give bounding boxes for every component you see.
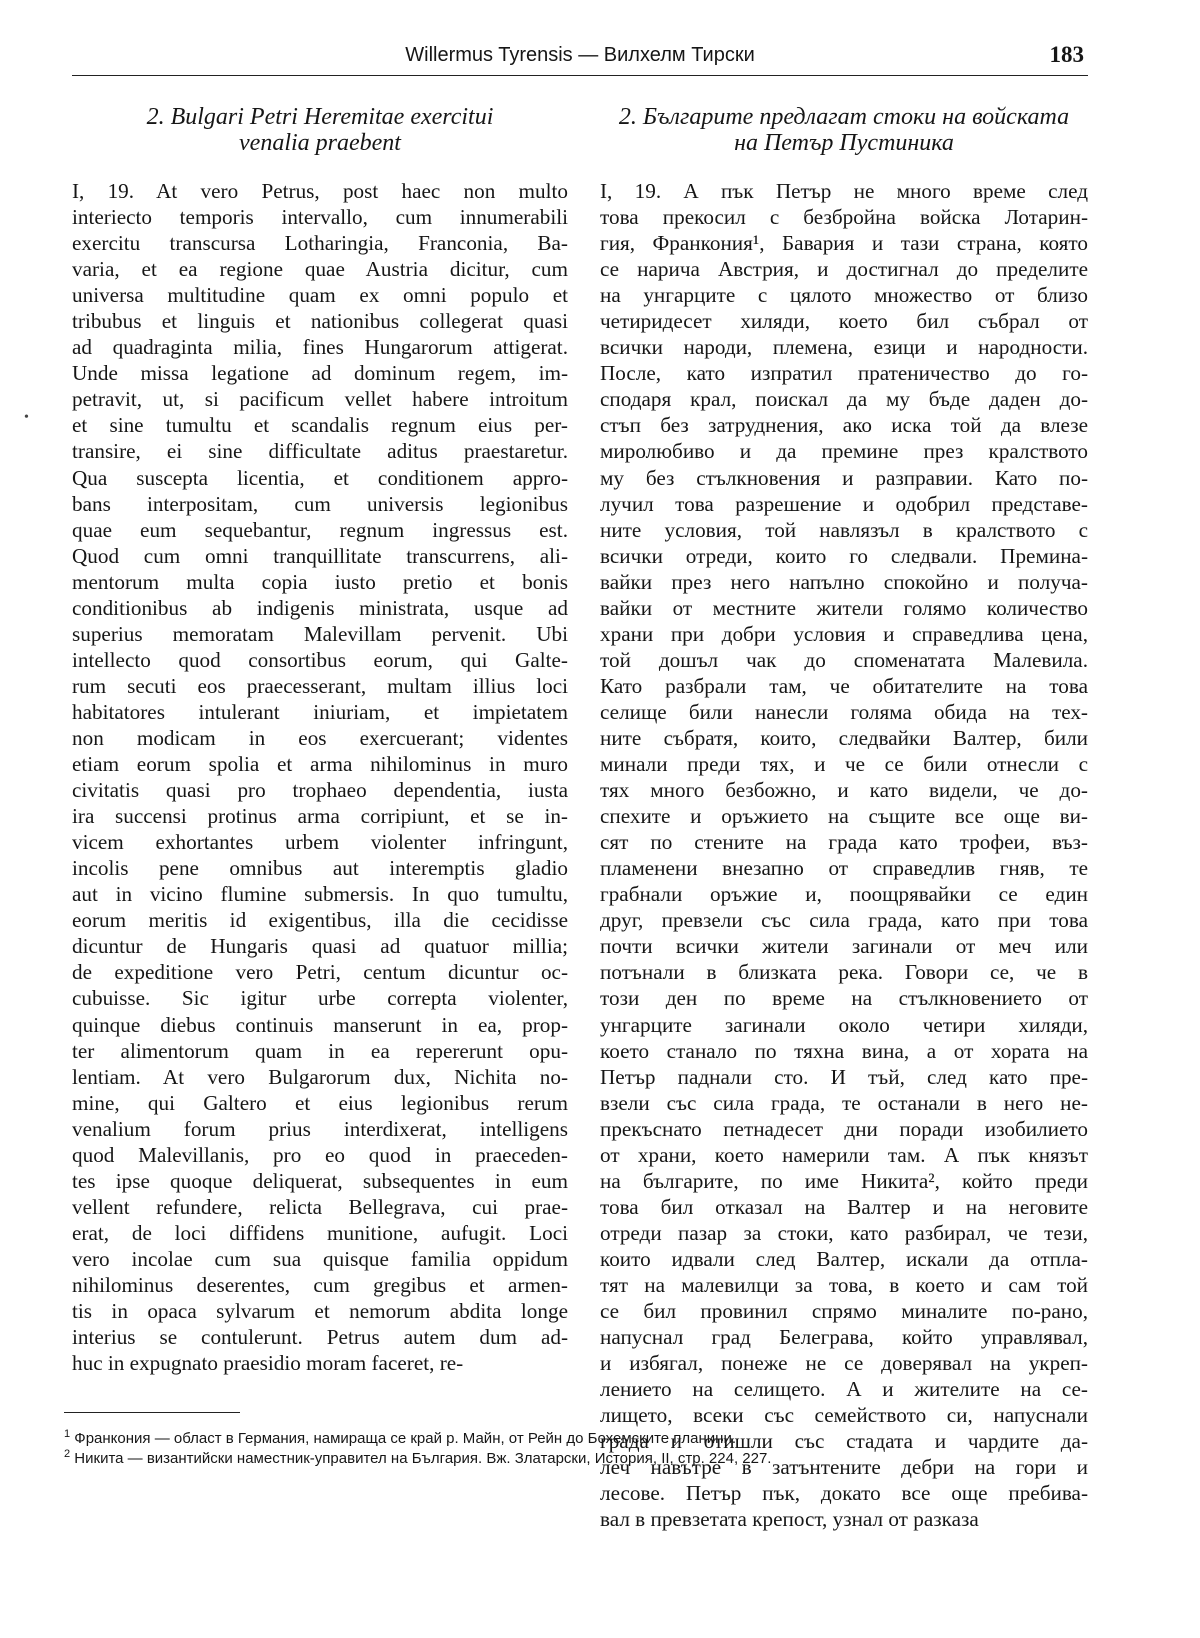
bulgarian-text-line: от храни, което намерили там. А пък князът: [600, 1142, 1088, 1167]
footnote-2-mark: 2: [64, 1448, 71, 1460]
latin-text-line: intellecto quod consortibus eorum, qui Galte-: [72, 647, 568, 672]
latin-text-line: vicem exhortantes urbem violenter infringunt,: [72, 830, 568, 855]
footnotes: [64, 1424, 1096, 1467]
bulgarian-title-line-1: 2. Българите предлагат стоки на войската: [618, 104, 1070, 130]
bulgarian-text-line: се бил провинил спрямо миналите по-рано,: [600, 1299, 1088, 1324]
bulgarian-title-line-2: на Петър Пустиника: [734, 130, 954, 156]
latin-text-line: bans interpositam, cum universis legionibus: [72, 491, 568, 516]
latin-text-line: tes ipse quoque deliquerat, subsequentes in eum: [72, 1168, 568, 1193]
bulgarian-text-line: лението на селището. А и жителите на се-: [600, 1377, 1088, 1402]
bulgarian-text-line: почти всички жители загинали от меч или: [600, 934, 1088, 959]
bulgarian-section-title: [600, 104, 1088, 156]
latin-text-line: Quod cum omni tranquillitate transcurrens, ali-: [72, 543, 568, 568]
latin-text-line: universa multitudine quam ex omni populo et: [72, 283, 568, 308]
bulgarian-body-text: [600, 178, 1088, 1532]
bulgarian-text-line: този ден по време на стълкновението от: [600, 986, 1088, 1011]
bulgarian-text-line: минали преди тях, и че се били отнесли с: [600, 752, 1088, 777]
bulgarian-text-line: сподаря крал, поискал да му бъде даден до-: [600, 387, 1088, 412]
bulgarian-text-line: лището, всеки със семейството си, напуснали: [600, 1403, 1088, 1428]
bulgarian-text-line: миролюбиво и да премине през кралството: [600, 439, 1088, 464]
latin-body-text: [72, 178, 568, 1376]
latin-text-line: ter alimentorum quam in ea repererunt opu-: [72, 1038, 568, 1063]
latin-text-line: tis in opaca sylvarum et nemorum abdita longe: [72, 1299, 568, 1324]
footnote-1-mark: 1: [64, 1428, 71, 1440]
bulgarian-text-line: тят на малевилци за това, в което и сам той: [600, 1272, 1088, 1297]
bulgarian-text-line: вал в превзетата крепост, узнал от разказа: [600, 1507, 979, 1532]
footnote-2: [64, 1444, 1096, 1467]
bulgarian-text-line: това бил отказал на Валтер и на неговите: [600, 1194, 1088, 1219]
bulgarian-text-line: които идвали след Валтер, искали да отпла-: [600, 1246, 1088, 1271]
latin-text-line: vero incolae cum sua quisque familia oppidum: [72, 1246, 568, 1271]
bulgarian-text-line: I, 19. А пък Петър не много време след: [600, 179, 1088, 203]
bulgarian-text-line: После, като изпратил пратеничество до го-: [600, 361, 1088, 386]
bulgarian-text-line: пламенени внезапно от справедлив гняв, те: [600, 856, 1088, 881]
latin-text-line: petravit, ut, si pacificum vellet habere introitum: [72, 387, 568, 412]
bulgarian-text-line: се нарича Австрия, и достигнал до пределите: [600, 257, 1088, 282]
latin-text-line: transire, ei sine difficultate aditus praestaretur.: [72, 439, 568, 464]
bulgarian-text-line: прекъснато петнадесет дни поради изобилието: [600, 1116, 1088, 1141]
bulgarian-text-line: селище били нанесли голяма обида на тех-: [600, 699, 1088, 724]
running-head: [72, 44, 1088, 72]
latin-text-line: aut in vicino flumine submersis. In quo tumultu,: [72, 882, 568, 907]
latin-text-line: incolis pene omnibus aut interemptis gladio: [72, 856, 568, 881]
bulgarian-text-line: това прекосил с безбройна войска Лотарин-: [600, 205, 1088, 230]
latin-text-line: exercitu transcursa Lotharingia, Franconia, Ba-: [72, 231, 568, 256]
bulgarian-text-line: ните събратя, които, следвайки Валтер, били: [600, 725, 1088, 750]
bulgarian-text-line: взели със сила града, те останали в него не-: [600, 1090, 1088, 1115]
latin-text-line: mentorum multa copia iusto pretio et bonis: [72, 569, 568, 594]
bulgarian-text-line: стъп без затруднения, ако иска той да влезе: [600, 413, 1088, 438]
latin-text-line: ira succensi protinus arma corripiunt, et se in-: [72, 804, 568, 829]
latin-text-line: quae eum sequebantur, regnum ingressus est.: [72, 517, 568, 542]
latin-text-line: superius memoratam Malevillam pervenit. Ubi: [72, 621, 568, 646]
bulgarian-text-line: вайки от местните жители голямо количество: [600, 595, 1088, 620]
latin-text-line: lentiam. At vero Bulgarorum dux, Nichita no-: [72, 1064, 568, 1089]
bulgarian-text-line: спехите и оръжието на същите все още ви-: [600, 804, 1088, 829]
bulgarian-text-line: и избягал, понеже не се доверявал на укреп-: [600, 1351, 1088, 1376]
latin-text-line: dicuntur de Hungaris quasi ad quatuor millia;: [72, 934, 568, 959]
bulgarian-text-line: лучил това разрешение и одобрил представе-: [600, 491, 1088, 516]
latin-text-line: tribubus et linguis et nationibus collegerat quasi: [72, 309, 568, 334]
bulgarian-text-line: Петър паднали сто. И тъй, след като пре-: [600, 1064, 1088, 1089]
bulgarian-text-line: тях много безбожно, и като видели, че до-: [600, 778, 1088, 803]
latin-text-line: quinque diebus continuis manserunt in ea, prop-: [72, 1012, 568, 1037]
bulgarian-text-line: града и отишли със стадата и чардите да-: [600, 1429, 1088, 1454]
latin-text-line: interiecto temporis intervallo, cum innumerabili: [72, 205, 568, 230]
latin-text-line: nihilominus deserentes, cum gregibus et armen-: [72, 1272, 568, 1297]
bulgarian-text-line: унгарците загинали около четири хиляди,: [600, 1012, 1088, 1037]
bulgarian-text-line: той дошъл чак до споменатата Малевила.: [600, 647, 1088, 672]
bulgarian-text-line: Като разбрали там, че обитателите на това: [600, 673, 1088, 698]
latin-text-line: cubuisse. Sic igitur urbe correpta violenter,: [72, 986, 568, 1011]
footnote-rule: [64, 1412, 240, 1413]
bulgarian-text-line: сят по стените на града като трофеи, въз-: [600, 830, 1088, 855]
latin-text-line: Unde missa legatione ad dominum regem, im-: [72, 361, 568, 386]
latin-text-line: erat, de loci diffidens munitione, aufugit. Loci: [72, 1220, 568, 1245]
bulgarian-text-line: четиридесет хиляди, което бил събрал от: [600, 309, 1088, 334]
bulgarian-text-line: напуснал град Белеграва, който управлявал,: [600, 1325, 1088, 1350]
latin-text-line: non modicam in eos exercuerant; videntes: [72, 725, 568, 750]
latin-column: [72, 104, 568, 1376]
bulgarian-text-line: всички отреди, които го следвали. Премина-: [600, 543, 1088, 568]
bulgarian-text-line: което станало по тяхна вина, а от хората на: [600, 1038, 1088, 1063]
footnote-1: [64, 1424, 1096, 1447]
latin-text-line: etiam eorum spolia et arma nihilominus in muro: [72, 752, 568, 777]
latin-text-line: eorum meritis id exigentibus, illa die cecidisse: [72, 908, 568, 933]
footnote-1-text: Франкония — област в Германия, намираща се край р. Майн, от Рейн до Бохемските планини.: [74, 1430, 737, 1447]
bulgarian-text-line: гия, Франкония¹, Бавария и тази страна, която: [600, 231, 1088, 256]
latin-title-line-2: venalia praebent: [239, 130, 401, 156]
bulgarian-text-line: лесове. Петър пък, докато все още пребива-: [600, 1481, 1088, 1506]
latin-text-line: venalium forum prius interdixerat, intelligens: [72, 1116, 568, 1141]
bulgarian-text-line: всички народи, племена, езици и народности.: [600, 335, 1088, 360]
footnote-2-text: Никита — византийски наместник-управител на България. Вж. Златарски, История, II, стр. 224, 227.: [74, 1450, 772, 1467]
bulgarian-text-line: друг, превзели със сила града, като при това: [600, 908, 1088, 933]
latin-text-line: conditionibus ab indigenis ministrata, usque ad: [72, 595, 568, 620]
bulgarian-text-line: вайки през него напълно спокойно и получа-: [600, 569, 1088, 594]
latin-text-line: varia, et ea regione quae Austria dicitur, cum: [72, 257, 568, 282]
bulgarian-text-line: отреди пазар за стоки, като разбирал, че тези,: [600, 1220, 1088, 1245]
latin-text-line: rum secuti eos praecesserant, multam illius loci: [72, 673, 568, 698]
margin-dot: •: [24, 410, 29, 425]
bulgarian-column: [600, 104, 1088, 1532]
latin-text-line: de expeditione vero Petri, centum dicuntur oc-: [72, 960, 568, 985]
bulgarian-text-line: му без стълкновения и разправии. Като по-: [600, 465, 1088, 490]
bulgarian-text-line: на унгарците с цялото множество от близо: [600, 283, 1088, 308]
page-number: 183: [1049, 42, 1084, 67]
latin-text-line: interius se contulerunt. Petrus autem dum ad-: [72, 1325, 568, 1350]
header-rule: [72, 75, 1088, 76]
latin-section-title: [72, 104, 568, 156]
bulgarian-text-line: храни при добри условия и справедлива цена,: [600, 621, 1088, 646]
latin-text-line: Qua suscepta licentia, et conditionem appro-: [72, 465, 568, 490]
bulgarian-text-line: потънали в близката река. Говори се, че в: [600, 960, 1088, 985]
bulgarian-text-line: леч навътре в затънтените дебри на гори и: [600, 1455, 1088, 1480]
latin-text-line: mine, qui Galtero et eius legionibus rerum: [72, 1090, 568, 1115]
latin-text-line: I, 19. At vero Petrus, post haec non multo: [72, 179, 568, 203]
latin-text-line: civitatis quasi pro trophaeo dependentia, iusta: [72, 778, 568, 803]
latin-text-line: et sine tumultu et scandalis regnum eius per-: [72, 413, 568, 438]
latin-text-line: quod Malevillanis, pro eo quod in praeceden-: [72, 1142, 568, 1167]
bulgarian-text-line: грабнали оръжие и, поощрявайки се един: [600, 882, 1088, 907]
latin-text-line: ad quadraginta milia, fines Hungarorum attigerat.: [72, 335, 568, 360]
latin-title-line-1: 2. Bulgari Petri Heremitae exercitui: [146, 104, 494, 130]
latin-text-line: vellent refundere, relicta Bellegrava, cui prae-: [72, 1194, 568, 1219]
latin-text-line: habitatores intulerant iniuriam, et impietatem: [72, 699, 568, 724]
bulgarian-text-line: на българите, по име Никита², който преди: [600, 1168, 1088, 1193]
bulgarian-text-line: ните условия, той навлязъл в кралството с: [600, 517, 1088, 542]
running-head-title: Willermus Tyrensis — Вилхелм Тирски: [405, 44, 755, 66]
latin-text-line: huc in expugnato praesidio moram faceret, re-: [72, 1351, 464, 1376]
